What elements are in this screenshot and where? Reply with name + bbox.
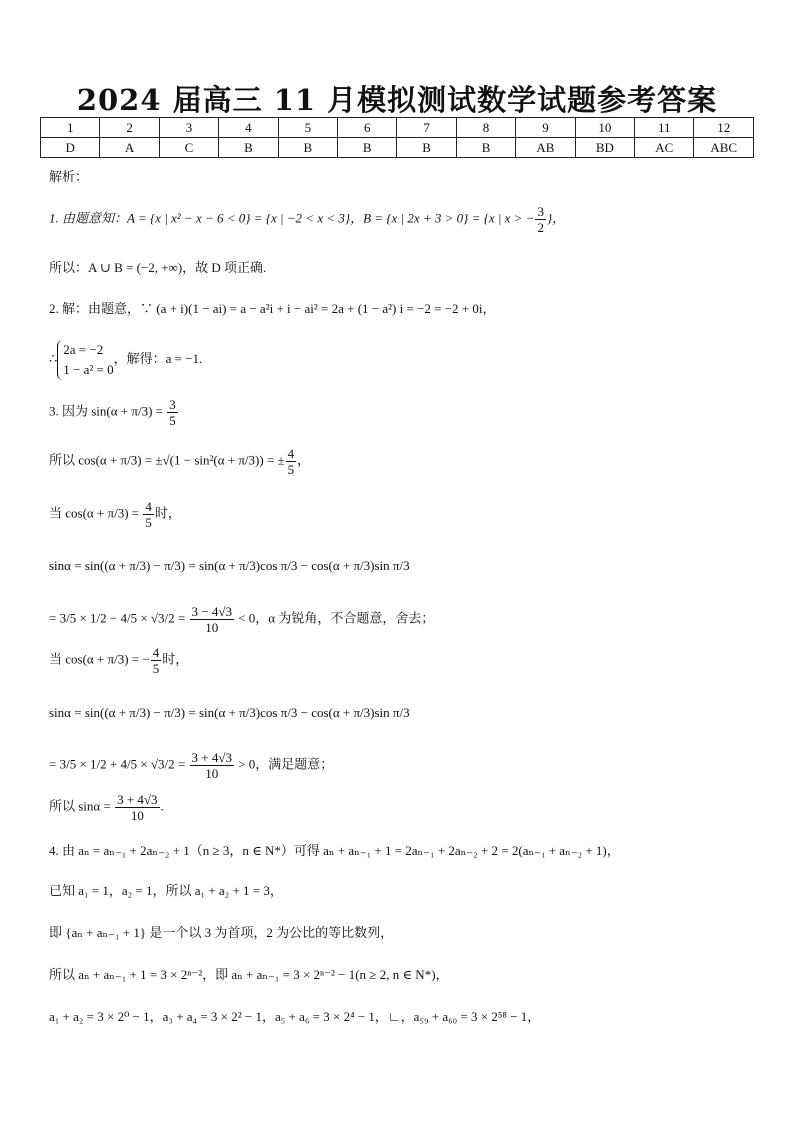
answer-cell: D xyxy=(41,138,100,158)
therefore-symbol: ∴ xyxy=(49,350,58,366)
solution-4-line-4: 所以 aₙ + aₙ₋₁ + 1 = 3 × 2ⁿ⁻²，即 aₙ + aₙ₋₁ = 3 × 2ⁿ⁻² − 1(n ≥ 2, n ∈ N*)， xyxy=(49,967,449,982)
answer-cell: AC xyxy=(635,138,694,158)
fraction: $\frac{4}{5}$ xyxy=(287,446,295,477)
question-number-cell: 11 xyxy=(635,118,694,138)
question-number-cell: 1 xyxy=(41,118,100,138)
solution-4-line-3: 即 {aₙ + aₙ₋₁ + 1} 是一个以 3 为首项，2 为公比的等比数列， xyxy=(49,925,394,940)
answer-cell: C xyxy=(159,138,218,158)
solution-1-line-1: 1. 由题意知：A = {x | x² − x − 6 < 0} = {x | −2 < x < 3}，B = {x | 2x + 3 > 0} = {x | x > − $\frac{3}{2}$ }， xyxy=(49,204,566,235)
solution-3-line-8: = 3/5 × 1/2 + 4/5 × √3/2 = $\frac{3 + 4√3}{10}$ > 0，满足题意； xyxy=(49,750,334,781)
page-title: 2024 届高三 11 月模拟测试数学试题参考答案 xyxy=(76,83,718,117)
fraction: $\frac{3 + 4√3}{10}$ xyxy=(117,792,158,823)
answer-cell: B xyxy=(456,138,515,158)
solution-3-line-7: sinα = sin((α + π/3) − π/3) = sin(α + π/3)cos π/3 − cos(α + π/3)sin π/3 xyxy=(49,705,410,720)
fraction: $\frac{4}{5}$ xyxy=(152,645,160,676)
answer-cell: ABC xyxy=(694,138,754,158)
answer-cell: AB xyxy=(516,138,575,158)
solution-3-line-6: 当 cos(α + π/3) = − $\frac{4}{5}$ 时， xyxy=(49,645,189,676)
answer-cell: B xyxy=(397,138,456,158)
question-number-cell: 9 xyxy=(516,118,575,138)
question-number-cell: 7 xyxy=(397,118,456,138)
solution-4-line-5: a₁ + a₂ = 3 × 2⁰ − 1，a₃ + a₄ = 3 × 2² − 1，a₅ + a₆ = 3 × 2⁴ − 1，∟，a₅₉ + a₆₀ = 3 × 2⁵⁸ − 1， xyxy=(49,1009,541,1024)
fraction: $\frac{3}{5}$ xyxy=(169,397,176,428)
question-number-cell: 4 xyxy=(219,118,278,138)
solution-4-line-2: 已知 a₁ = 1，a₂ = 1，所以 a₁ + a₂ + 1 = 3， xyxy=(49,883,283,898)
question-number-cell: 10 xyxy=(575,118,634,138)
answer-table-answer-row xyxy=(41,138,754,158)
equation-system: 2a = −2 1 − a² = 0 xyxy=(57,340,113,380)
solution-3-line-1: 3. 因为 sin(α + π/3) = $\frac{3}{5}$ xyxy=(49,397,176,428)
answer-cell: B xyxy=(219,138,278,158)
answer-cell: A xyxy=(100,138,159,158)
answer-table xyxy=(40,117,754,158)
question-number-cell: 8 xyxy=(456,118,515,138)
answer-table-number-row xyxy=(41,118,754,138)
fraction: $\frac{4}{5}$ xyxy=(145,499,152,530)
solution-2-line-2: ∴ 2a = −2 1 − a² = 0 ，解得：a = −1. xyxy=(49,340,202,380)
fraction: $\frac{3 + 4√3}{10}$ xyxy=(191,750,232,781)
solution-3-line-3: 当 cos(α + π/3) = $\frac{4}{5}$ 时， xyxy=(49,499,181,530)
fraction: $\frac{3}{2}$ xyxy=(537,204,544,235)
question-number-cell: 2 xyxy=(100,118,159,138)
question-number-cell: 5 xyxy=(278,118,337,138)
answer-cell: B xyxy=(338,138,397,158)
solution-3-line-5: = 3/5 × 1/2 − 4/5 × √3/2 = $\frac{3 - 4√3}{10}$ < 0，α 为锐角，不合题意，舍去； xyxy=(49,604,435,635)
question-number-cell: 3 xyxy=(159,118,218,138)
solution-3-line-9: 所以 sinα = $\frac{3 + 4√3}{10}$ . xyxy=(49,792,164,823)
solution-4-line-1: 4. 由 aₙ = aₙ₋₁ + 2aₙ₋₂ + 1（n ≥ 3，n ∈ N*）可得 aₙ + aₙ₋₁ + 1 = 2aₙ₋₁ + 2aₙ₋₂ + 2 = 2(aₙ₋₁ + aₙ₋₂ + 1)， xyxy=(49,843,620,858)
solution-3-line-2: 所以 cos(α + π/3) = ±√(1 − sin²(α + π/3)) = ± $\frac{4}{5}$ ， xyxy=(49,446,311,477)
answer-cell: BD xyxy=(575,138,634,158)
analysis-label: 解析： xyxy=(49,169,89,184)
answer-cell: B xyxy=(278,138,337,158)
solution-2-line-1: 2. 解：由题意，∵ (a + i)(1 − ai) = a − a²i + i − ai² = 2a + (1 − a²) i = −2 = −2 + 0i， xyxy=(49,301,496,316)
solution-1-line-2: 所以：A ∪ B = (−2, +∞)，故 D 项正确. xyxy=(49,260,267,275)
fraction: $\frac{3 - 4√3}{10}$ xyxy=(191,604,232,635)
solution-3-line-4: sinα = sin((α + π/3) − π/3) = sin(α + π/3)cos π/3 − cos(α + π/3)sin π/3 xyxy=(49,558,410,573)
question-number-cell: 6 xyxy=(338,118,397,138)
question-number-cell: 12 xyxy=(694,118,754,138)
